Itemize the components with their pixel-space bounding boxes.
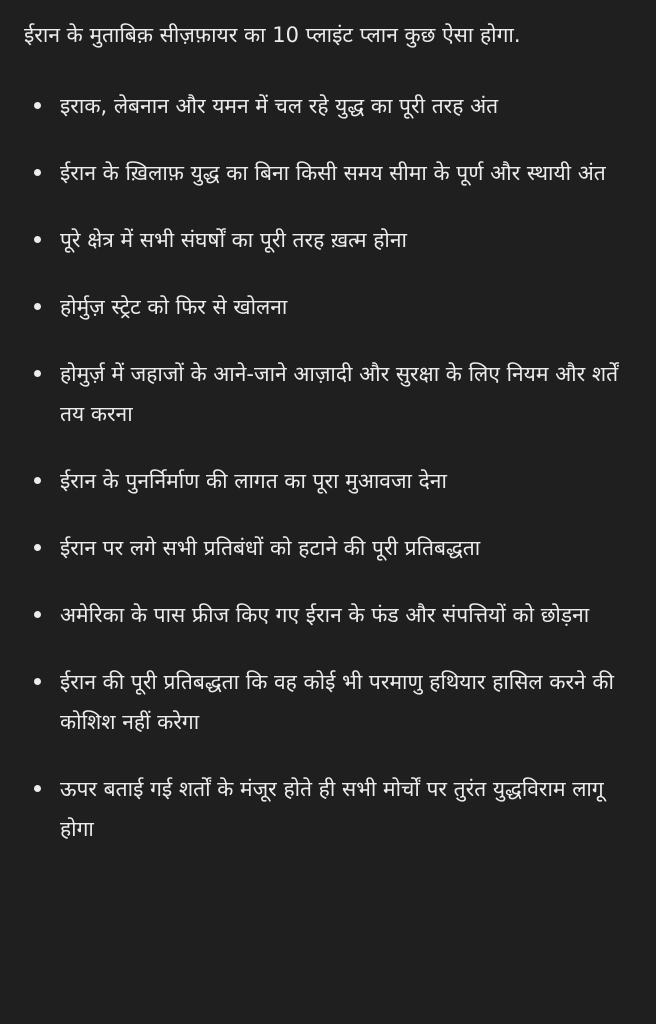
- list-item: [60, 662, 628, 742]
- bullet-icon: [34, 785, 41, 792]
- list-item-text: ईरान पर लगे सभी प्रतिबंधों को हटाने की पूरी प्रतिबद्धता: [60, 536, 481, 560]
- ceasefire-points-list: [24, 86, 628, 849]
- bullet-icon: [34, 678, 41, 685]
- bullet-icon: [34, 611, 41, 618]
- list-item: [60, 86, 628, 126]
- list-item-text: इराक, लेबनान और यमन में चल रहे युद्ध का पूरी तरह अंत: [60, 94, 499, 118]
- list-item-text: होर्मुज़ स्ट्रेट को फिर से खोलना: [60, 295, 288, 319]
- bullet-icon: [34, 102, 41, 109]
- list-item-text: होमुर्ज़ में जहाजों के आने-जाने आज़ादी और सुरक्षा के लिए नियम और शर्तें तय करना: [60, 362, 619, 426]
- list-item-text: ईरान के ख़िलाफ़ युद्ध का बिना किसी समय सीमा के पूर्ण और स्थायी अंत: [60, 161, 606, 185]
- bullet-icon: [34, 303, 41, 310]
- list-item-text: ऊपर बताई गई शर्तों के मंजूर होते ही सभी मोर्चों पर तुरंत युद्धविराम लागू होगा: [60, 777, 604, 841]
- list-item: [60, 287, 628, 327]
- list-item: [60, 595, 628, 635]
- list-item-text: ईरान की पूरी प्रतिबद्धता कि वह कोई भी परमाणु हथियार हासिल करने की कोशिश नहीं करेगा: [60, 670, 614, 734]
- list-item-text: पूरे क्षेत्र में सभी संघर्षों का पूरी तरह ख़त्म होना: [60, 228, 407, 252]
- bullet-icon: [34, 370, 41, 377]
- list-item-text: ईरान के पुनर्निर्माण की लागत का पूरा मुआवजा देना: [60, 469, 447, 493]
- bullet-icon: [34, 236, 41, 243]
- bullet-icon: [34, 169, 41, 176]
- list-item: [60, 528, 628, 568]
- list-item: [60, 220, 628, 260]
- intro-paragraph: ईरान के मुताबिक़ सीज़फ़ायर का 10 प्लाइंट प्लान कुछ ऐसा होगा.: [24, 23, 521, 47]
- list-item-text: अमेरिका के पास फ्रीज किए गए ईरान के फंड और संपत्तियों को छोड़ना: [60, 603, 590, 627]
- list-item: [60, 354, 628, 434]
- bullet-icon: [34, 544, 41, 551]
- list-item: [60, 769, 628, 849]
- list-item: [60, 461, 628, 501]
- bullet-icon: [34, 477, 41, 484]
- list-item: [60, 153, 628, 193]
